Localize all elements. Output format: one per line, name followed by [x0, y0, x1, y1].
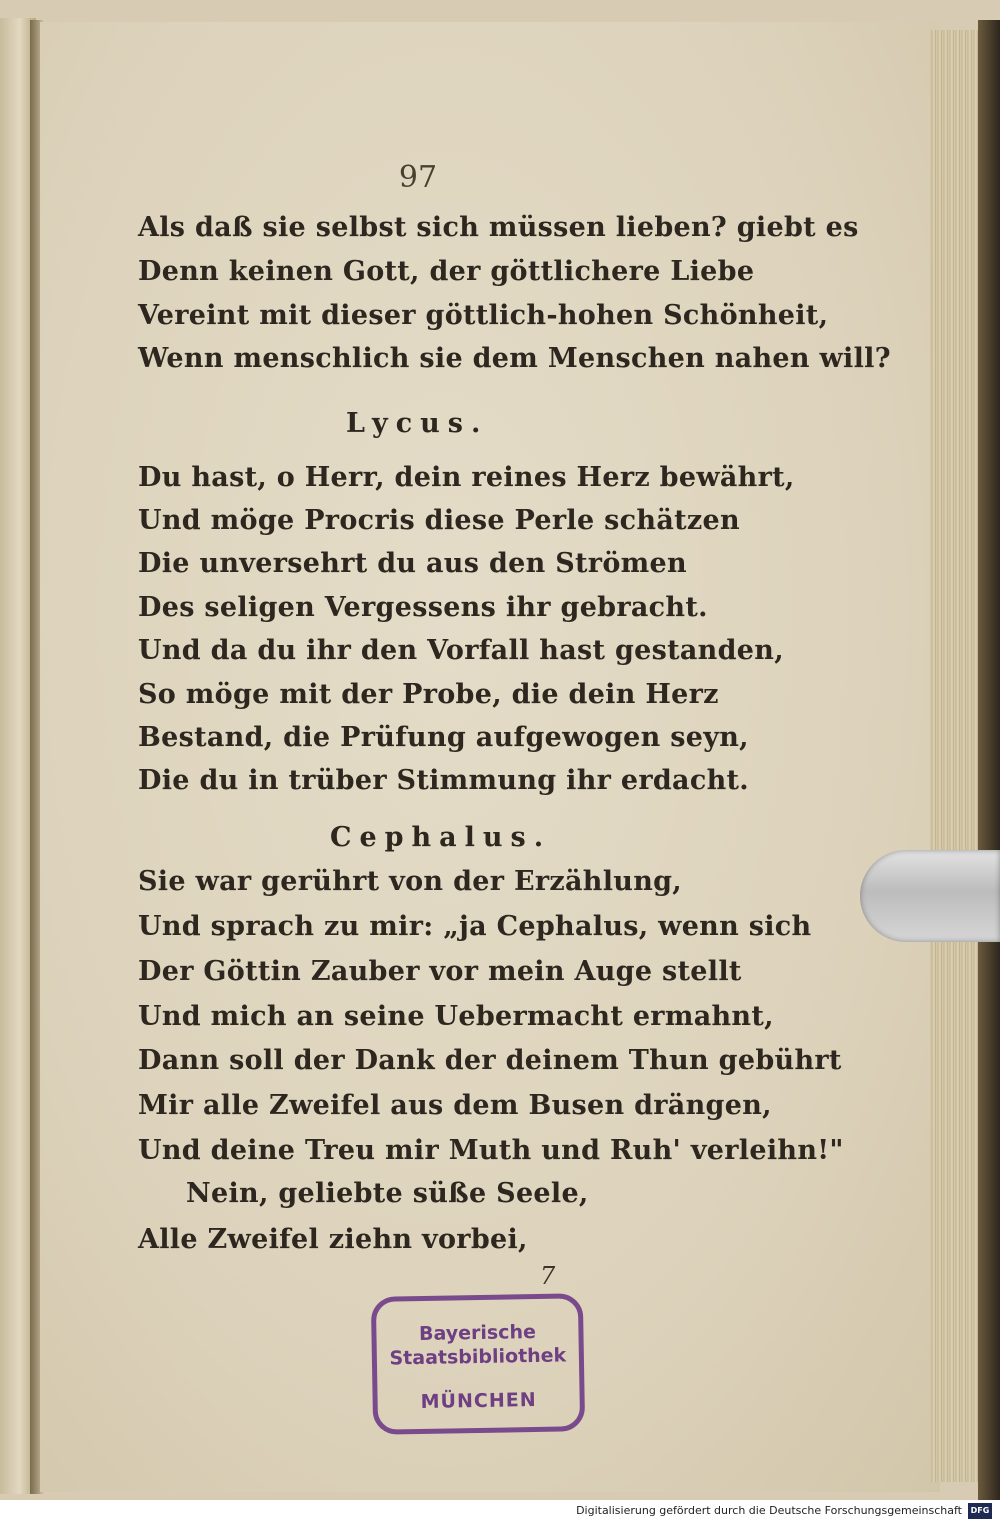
text-line: Und da du ihr den Vorfall hast gestanden,: [138, 635, 784, 666]
page-stack-edges: [930, 30, 982, 1482]
text-line: Und mich an seine Uebermacht ermahnt,: [138, 1001, 774, 1032]
stamp-line-1: Bayerische: [418, 1320, 537, 1346]
signature-mark: 7: [540, 1262, 556, 1290]
text-line: Du hast, o Herr, dein reines Herz bewährt,: [138, 462, 795, 493]
text-line: Und deine Treu mir Muth und Ruh' verleihn!": [138, 1135, 844, 1166]
book-cover-edge: [978, 20, 1000, 1500]
text-line: Dann soll der Dank der deinem Thun gebührt: [138, 1045, 842, 1076]
text-line: Alle Zweifel ziehn vorbei,: [138, 1224, 528, 1255]
digitization-credit: Digitalisierung gefördert durch die Deutsche Forschungsgemeinschaft: [576, 1504, 962, 1517]
text-line: Als daß sie selbst sich müssen lieben? giebt es: [138, 212, 859, 243]
dfg-logo-icon: DFG: [968, 1503, 992, 1519]
text-line: Des seligen Vergessens ihr gebracht.: [138, 592, 708, 623]
text-line: Denn keinen Gott, der göttlichere Liebe: [138, 256, 755, 287]
text-line: Vereint mit dieser göttlich-hohen Schönheit,: [138, 300, 829, 331]
page-number: 97: [398, 160, 438, 195]
text-line: Und sprach zu mir: „ja Cephalus, wenn sich: [138, 911, 812, 942]
text-line: Der Göttin Zauber vor mein Auge stellt: [138, 956, 742, 987]
text-line: Die du in trüber Stimmung ihr erdacht.: [138, 765, 749, 796]
text-line: Wenn menschlich sie dem Menschen nahen will?: [138, 343, 891, 374]
stamp-line-2: Staatsbibliothek: [389, 1344, 567, 1370]
speaker-heading-lycus: Lycus.: [346, 408, 489, 439]
text-line: Und möge Procris diese Perle schätzen: [138, 505, 740, 536]
page-clip: [860, 850, 1000, 942]
text-line: Die unversehrt du aus den Strömen: [138, 548, 687, 579]
library-stamp: [371, 1293, 585, 1435]
text-line: Sie war gerührt von der Erzählung,: [138, 866, 683, 897]
text-line-indented: Nein, geliebte süße Seele,: [186, 1178, 589, 1209]
stamp-line-3: MÜNCHEN: [420, 1388, 537, 1414]
speaker-heading-cephalus: Cephalus.: [330, 822, 552, 853]
text-line: Bestand, die Prüfung aufgewogen seyn,: [138, 722, 749, 753]
text-line: So möge mit der Probe, die dein Herz: [138, 679, 719, 710]
text-line: Mir alle Zweifel aus dem Busen drängen,: [138, 1090, 772, 1121]
footer-bar: [0, 1500, 1000, 1524]
